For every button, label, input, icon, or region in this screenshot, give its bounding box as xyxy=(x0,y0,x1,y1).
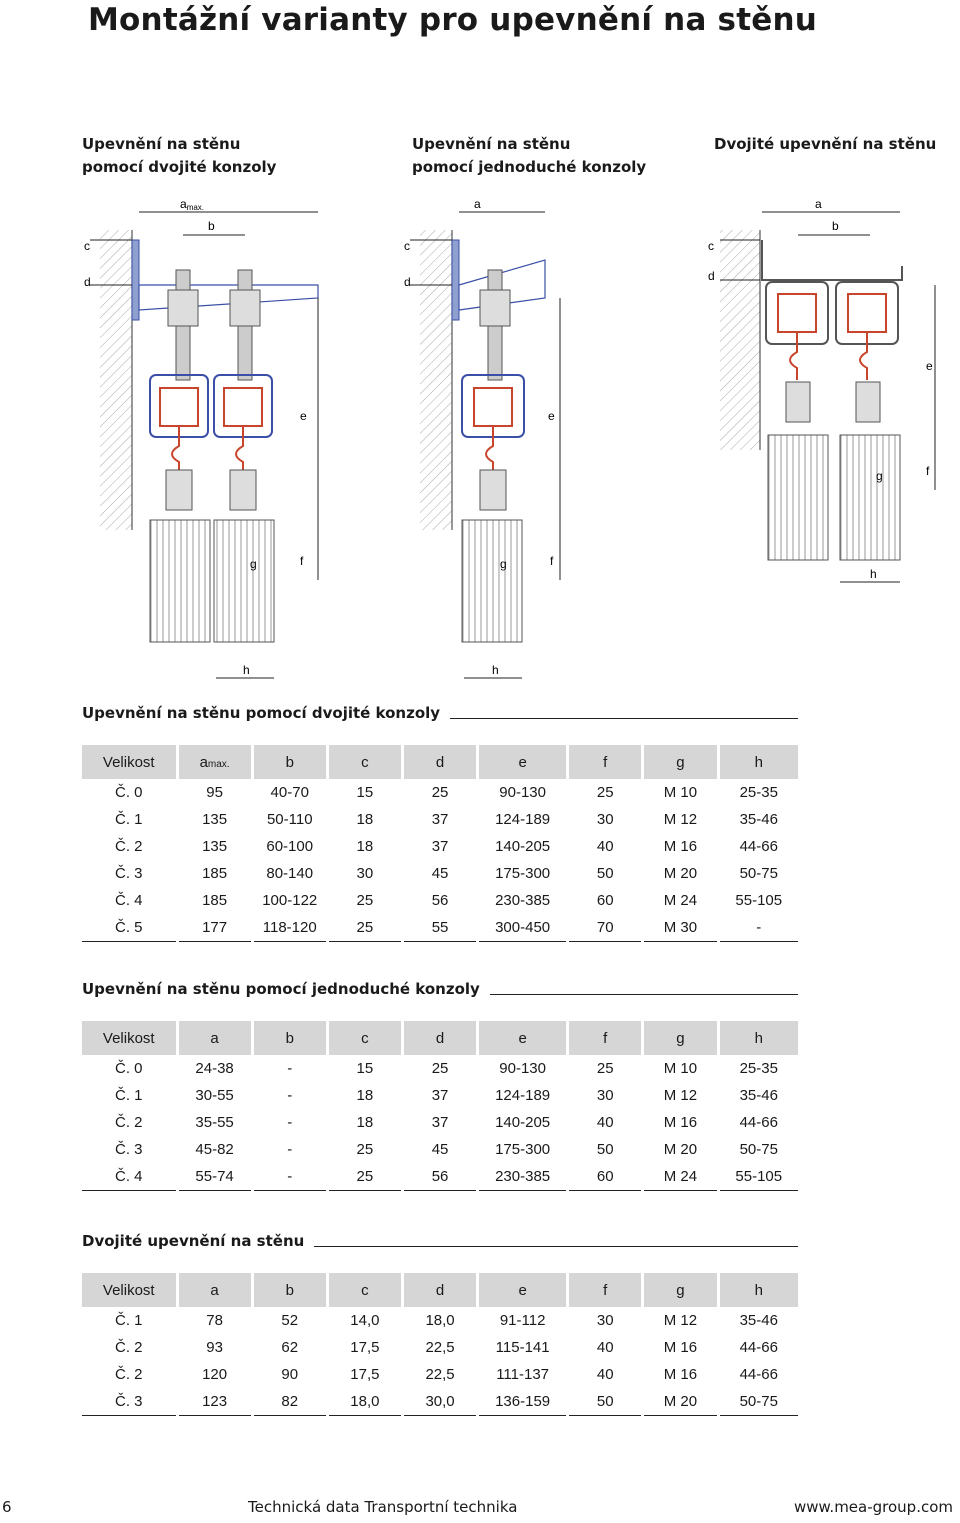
column-header: d xyxy=(402,1273,477,1307)
column-header: c xyxy=(327,1021,402,1055)
table-cell: 140-205 xyxy=(478,833,568,860)
table-cell: 37 xyxy=(402,806,477,833)
table-cell: 30 xyxy=(327,860,402,887)
table-cell: 25 xyxy=(568,779,643,806)
table-cell: 18,0 xyxy=(402,1307,477,1334)
column-header: c xyxy=(327,1273,402,1307)
table-cell: 35-46 xyxy=(718,1307,798,1334)
table-cell: M 24 xyxy=(643,1163,718,1191)
table-cell: 185 xyxy=(177,860,252,887)
table-cell: 118-120 xyxy=(252,914,327,942)
column-header: amax. xyxy=(177,745,252,779)
dim-d-label: d xyxy=(84,275,91,289)
table-cell: 60 xyxy=(568,887,643,914)
table-cell: 50-75 xyxy=(718,1136,798,1163)
table-cell: 55 xyxy=(402,914,477,942)
svg-text:e: e xyxy=(548,409,555,423)
spec-table-single-bracket xyxy=(82,1021,798,1191)
footer-title: Technická data Transportní technika xyxy=(248,1498,518,1516)
table-cell: M 12 xyxy=(643,1082,718,1109)
column-header: f xyxy=(568,745,643,779)
table-cell: 30 xyxy=(568,1082,643,1109)
svg-text:g: g xyxy=(876,469,883,483)
table-cell: 91-112 xyxy=(478,1307,568,1334)
table-cell: 55-105 xyxy=(718,887,798,914)
wall-hatch-2 xyxy=(420,230,452,530)
table-row xyxy=(82,1307,798,1334)
table-cell: 44-66 xyxy=(718,1109,798,1136)
section-title: Upevnění na stěnu pomocí dvojité konzoly xyxy=(82,704,450,722)
table-cell: 40 xyxy=(568,833,643,860)
table-cell: 120 xyxy=(177,1361,252,1388)
table-cell: 18 xyxy=(327,833,402,860)
column-header: d xyxy=(402,1021,477,1055)
svg-text:f: f xyxy=(926,464,930,478)
table-cell: 78 xyxy=(177,1307,252,1334)
table-cell: 40 xyxy=(568,1334,643,1361)
section-double-wall-mount xyxy=(82,1231,798,1416)
table-cell: Č. 5 xyxy=(82,914,177,942)
table-cell: Č. 4 xyxy=(82,1163,177,1191)
svg-text:h: h xyxy=(492,663,499,677)
drawing-double-bracket xyxy=(84,197,318,678)
table-cell: M 16 xyxy=(643,833,718,860)
table-cell: M 10 xyxy=(643,779,718,806)
column-header: h xyxy=(718,1021,798,1055)
table-cell: 50 xyxy=(568,860,643,887)
table-cell: Č. 2 xyxy=(114,1366,143,1383)
table-cell: 25 xyxy=(327,1136,402,1163)
table-cell: - xyxy=(252,1163,327,1191)
table-row xyxy=(82,1136,798,1163)
table-cell: 62 xyxy=(252,1334,327,1361)
svg-text:d: d xyxy=(708,269,715,283)
table-cell: 123 xyxy=(177,1388,252,1416)
table-cell: 40 xyxy=(568,1361,643,1388)
table-cell: 35-55 xyxy=(177,1109,252,1136)
table-row xyxy=(82,1109,798,1136)
drawing-double-wall-mount xyxy=(708,197,935,582)
column-header: g xyxy=(643,1021,718,1055)
table-cell: 135 xyxy=(177,833,252,860)
column-header: g xyxy=(643,1273,718,1307)
table-cell: 25-35 xyxy=(718,779,798,806)
table-cell: 300-450 xyxy=(478,914,568,942)
table-row xyxy=(82,1334,798,1361)
svg-text:e: e xyxy=(926,359,933,373)
table-row xyxy=(82,806,798,833)
dim-h-label: h xyxy=(243,663,250,677)
table-cell: Č. 2 xyxy=(114,838,143,855)
table-cell: - xyxy=(252,1109,327,1136)
column-header: a xyxy=(177,1021,252,1055)
table-cell: 80-140 xyxy=(252,860,327,887)
dim-e-label: e xyxy=(300,409,307,423)
table-cell: Č. 2 xyxy=(114,1114,143,1131)
table-cell: 18 xyxy=(327,1109,402,1136)
table-cell: 111-137 xyxy=(478,1361,568,1388)
table-row xyxy=(82,1163,798,1191)
table-cell: - xyxy=(252,1082,327,1109)
table-cell: 95 xyxy=(177,779,252,806)
table-cell: 124-189 xyxy=(478,806,568,833)
table-row xyxy=(82,1055,798,1082)
column-header: Velikost xyxy=(82,1273,177,1307)
table-cell: 18 xyxy=(327,806,402,833)
table-cell: M 30 xyxy=(643,914,718,942)
table-cell: 22,5 xyxy=(402,1361,477,1388)
table-cell: 55-74 xyxy=(177,1163,252,1191)
table-cell: 90 xyxy=(252,1361,327,1388)
column-header: Velikost xyxy=(82,745,177,779)
svg-text:f: f xyxy=(550,554,554,568)
column-header: h xyxy=(718,745,798,779)
table-cell: 15 xyxy=(327,779,402,806)
table-cell: Č. 1 xyxy=(114,811,143,828)
table-cell: 45-82 xyxy=(177,1136,252,1163)
svg-text:b: b xyxy=(832,219,839,233)
section-title: Dvojité upevnění na stěnu xyxy=(82,1232,314,1250)
svg-text:g: g xyxy=(500,557,507,571)
table-cell: 60 xyxy=(568,1163,643,1191)
table-cell: 30,0 xyxy=(402,1388,477,1416)
table-row xyxy=(82,1388,798,1416)
table-cell: 177 xyxy=(177,914,252,942)
column-header: a xyxy=(177,1273,252,1307)
table-cell: 24-38 xyxy=(177,1055,252,1082)
table-cell: 22,5 xyxy=(402,1334,477,1361)
table-row xyxy=(82,1361,798,1388)
table-cell: - xyxy=(252,1136,327,1163)
page-title: Montážní varianty pro upevnění na stěnu xyxy=(88,2,817,38)
table-cell: 44-66 xyxy=(718,833,798,860)
column-title-double-wall-mount: Dvojité upevnění na stěnu xyxy=(714,135,937,153)
svg-text:h: h xyxy=(870,567,877,581)
table-cell: 93 xyxy=(177,1334,252,1361)
svg-text:c: c xyxy=(708,239,714,253)
table-cell: 136-159 xyxy=(478,1388,568,1416)
table-row xyxy=(82,779,798,806)
table-cell: 175-300 xyxy=(478,860,568,887)
wall-hatch-3 xyxy=(720,230,760,450)
table-cell: M 20 xyxy=(643,1388,718,1416)
table-cell: 50-75 xyxy=(718,860,798,887)
table-cell: 14,0 xyxy=(327,1307,402,1334)
table-cell: 90-130 xyxy=(478,1055,568,1082)
column-header: h xyxy=(718,1273,798,1307)
table-cell: 17,5 xyxy=(327,1334,402,1361)
table-cell: 35-46 xyxy=(718,1082,798,1109)
bracket-arm-1 xyxy=(139,285,318,310)
column-header: b xyxy=(252,1273,327,1307)
dim-amax-label: amax. xyxy=(180,197,205,212)
dim-a-label-2: a xyxy=(474,197,481,211)
table-cell: 82 xyxy=(252,1388,327,1416)
table-cell: M 16 xyxy=(643,1334,718,1361)
table-cell: M 12 xyxy=(643,1307,718,1334)
table-cell: 17,5 xyxy=(327,1361,402,1388)
table-cell: 100-122 xyxy=(252,887,327,914)
table-cell: 25-35 xyxy=(718,1055,798,1082)
table-cell: 30-55 xyxy=(177,1082,252,1109)
table-cell: Č. 1 xyxy=(114,1312,143,1329)
page-number: 6 xyxy=(2,1498,12,1516)
table-cell: 70 xyxy=(568,914,643,942)
table-cell: M 16 xyxy=(643,1361,718,1388)
table-cell: Č. 4 xyxy=(114,892,143,909)
table-cell: 40-70 xyxy=(252,779,327,806)
table-cell: 37 xyxy=(402,1082,477,1109)
table-row xyxy=(82,1082,798,1109)
column-header: e xyxy=(478,1273,568,1307)
svg-text:d: d xyxy=(404,275,411,289)
table-cell: 60-100 xyxy=(252,833,327,860)
wall-hatch-1 xyxy=(100,230,132,530)
table-cell: 45 xyxy=(402,1136,477,1163)
table-cell: Č. 3 xyxy=(114,865,143,882)
table-cell: 175-300 xyxy=(478,1136,568,1163)
table-cell: 56 xyxy=(402,887,477,914)
drawing-single-bracket xyxy=(404,197,560,678)
table-cell: 124-189 xyxy=(478,1082,568,1109)
table-row xyxy=(82,887,798,914)
dim-c-label: c xyxy=(84,239,90,253)
column-title-double-bracket: Upevnění na stěnu pomocí dvojité konzoly xyxy=(82,135,277,176)
table-cell: Č. 0 xyxy=(114,784,143,801)
column-header: b xyxy=(252,1021,327,1055)
table-cell: 35-46 xyxy=(718,806,798,833)
spec-table-double-wall-mount xyxy=(82,1273,798,1416)
table-cell: - xyxy=(252,1055,327,1082)
column-header: f xyxy=(568,1273,643,1307)
table-cell: 18,0 xyxy=(327,1388,402,1416)
table-cell: 25 xyxy=(568,1055,643,1082)
table-cell: 135 xyxy=(177,806,252,833)
table-cell: M 12 xyxy=(643,806,718,833)
table-cell: 30 xyxy=(568,1307,643,1334)
table-cell: 15 xyxy=(327,1055,402,1082)
table-cell: 40 xyxy=(568,1109,643,1136)
table-row xyxy=(82,860,798,887)
table-cell: 50-75 xyxy=(718,1388,798,1416)
svg-text:c: c xyxy=(404,239,410,253)
table-cell: 50 xyxy=(568,1136,643,1163)
table-cell: 25 xyxy=(327,887,402,914)
table-cell: 25 xyxy=(327,1163,402,1191)
table-cell: 50-110 xyxy=(252,806,327,833)
table-cell: M 20 xyxy=(643,860,718,887)
table-cell: 45 xyxy=(402,860,477,887)
table-cell: 25 xyxy=(402,1055,477,1082)
table-cell: 25 xyxy=(327,914,402,942)
table-cell: 30 xyxy=(568,806,643,833)
table-cell: 44-66 xyxy=(718,1334,798,1361)
column-header: b xyxy=(252,745,327,779)
table-cell: M 20 xyxy=(643,1136,718,1163)
dim-f-label: f xyxy=(300,554,304,568)
table-cell: 55-105 xyxy=(718,1163,798,1191)
footer-website: www.mea-group.com xyxy=(794,1498,954,1516)
dim-g-label: g xyxy=(250,557,257,571)
table-cell: 56 xyxy=(402,1163,477,1191)
table-cell: M 10 xyxy=(643,1055,718,1082)
column-header: e xyxy=(478,1021,568,1055)
table-cell: 185 xyxy=(177,887,252,914)
column-header: g xyxy=(643,745,718,779)
table-cell: 37 xyxy=(402,833,477,860)
column-title-single-bracket: Upevnění na stěnu pomocí jednoduché konzoly xyxy=(412,135,647,176)
section-double-bracket xyxy=(82,703,798,942)
table-cell: 50 xyxy=(568,1388,643,1416)
section-single-bracket xyxy=(82,979,798,1191)
table-cell: Č. 0 xyxy=(114,1060,143,1077)
table-cell: Č. 2 xyxy=(114,1339,143,1356)
column-header: Velikost xyxy=(82,1021,177,1055)
table-cell: 18 xyxy=(327,1082,402,1109)
wall-plate-1 xyxy=(132,240,139,320)
table-cell: - xyxy=(718,914,798,942)
table-cell: 37 xyxy=(402,1109,477,1136)
column-header: d xyxy=(402,745,477,779)
table-cell: 90-130 xyxy=(478,779,568,806)
table-cell: 230-385 xyxy=(478,887,568,914)
table-cell: Č. 3 xyxy=(82,1388,177,1416)
column-header: f xyxy=(568,1021,643,1055)
table-row xyxy=(82,914,798,942)
table-row xyxy=(82,833,798,860)
table-cell: 140-205 xyxy=(478,1109,568,1136)
dim-b-label: b xyxy=(208,219,215,233)
column-header: e xyxy=(478,745,568,779)
mounting-drawings xyxy=(0,190,960,690)
column-header: c xyxy=(327,745,402,779)
table-cell: 44-66 xyxy=(718,1361,798,1388)
table-cell: 52 xyxy=(252,1307,327,1334)
table-cell: M 16 xyxy=(643,1109,718,1136)
table-cell: 230-385 xyxy=(478,1163,568,1191)
svg-text:a: a xyxy=(815,197,822,211)
table-cell: Č. 3 xyxy=(114,1141,143,1158)
table-cell: M 24 xyxy=(643,887,718,914)
table-cell: 115-141 xyxy=(478,1334,568,1361)
section-title: Upevnění na stěnu pomocí jednoduché konzoly xyxy=(82,980,490,998)
table-cell: 25 xyxy=(402,779,477,806)
spec-table-double-bracket xyxy=(82,745,798,942)
table-cell: Č. 1 xyxy=(114,1087,143,1104)
